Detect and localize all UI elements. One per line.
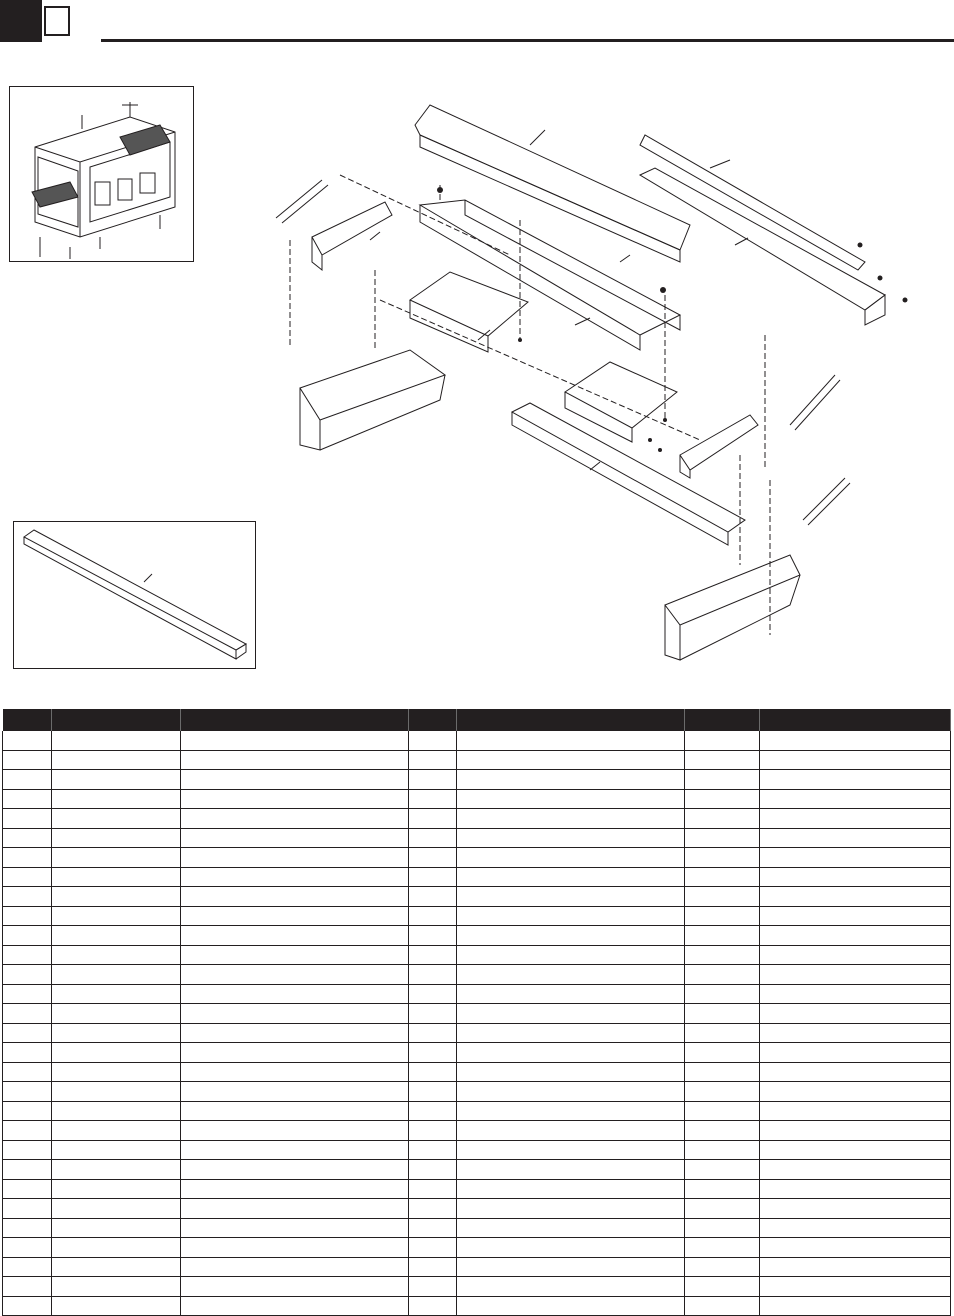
table-cell [181,1296,409,1316]
table-cell [3,1277,52,1297]
table-cell [685,1179,760,1199]
table-cell [409,1277,457,1297]
table-cell [409,906,457,926]
table-cell [52,1238,181,1258]
table-cell [181,848,409,868]
table-cell [685,1101,760,1121]
table-cell [685,926,760,946]
table-cell [457,887,685,907]
table-cell [3,1023,52,1043]
table-row [3,1082,951,1102]
table-cell [685,789,760,809]
table-cell [685,1140,760,1160]
table-cell [760,867,951,887]
table-cell [409,1004,457,1024]
table-cell [457,1062,685,1082]
table-cell [457,1218,685,1238]
table-cell [685,1218,760,1238]
table-cell [52,1140,181,1160]
table-cell [760,945,951,965]
table-row [3,906,951,926]
table-cell [409,887,457,907]
table-cell [181,770,409,790]
header-cell [760,709,951,731]
table-cell [457,1121,685,1141]
table-cell [760,1296,951,1316]
table-cell [685,1062,760,1082]
table-cell [685,887,760,907]
table-cell [181,1082,409,1102]
table-cell [3,1140,52,1160]
table-cell [52,984,181,1004]
table-cell [409,750,457,770]
table-cell [760,1023,951,1043]
table-cell [685,1277,760,1297]
table-cell [181,809,409,829]
table-cell [181,1023,409,1043]
table-cell [409,1257,457,1277]
table-cell [181,926,409,946]
table-cell [760,1004,951,1024]
table-cell [181,1062,409,1082]
table-cell [181,1199,409,1219]
table-cell [760,1082,951,1102]
table-cell [457,1179,685,1199]
table-cell [3,1257,52,1277]
table-cell [685,731,760,750]
table-cell [3,1004,52,1024]
table-cell [409,1121,457,1141]
table-cell [3,1238,52,1258]
table-cell [52,945,181,965]
table-cell [3,848,52,868]
table-row [3,867,951,887]
table-cell [52,1004,181,1024]
table-row [3,887,951,907]
table-cell [457,926,685,946]
table-cell [3,965,52,985]
table-cell [181,867,409,887]
table-cell [760,1179,951,1199]
table-cell [3,887,52,907]
table-row [3,1218,951,1238]
table-cell [685,750,760,770]
table-cell [52,926,181,946]
table-cell [3,789,52,809]
table-row [3,1101,951,1121]
table-cell [409,945,457,965]
table-cell [685,1043,760,1063]
table-cell [685,809,760,829]
table-row [3,848,951,868]
table-cell [52,867,181,887]
table-row [3,809,951,829]
table-row [3,1004,951,1024]
table-cell [760,750,951,770]
table-cell [3,809,52,829]
table-cell [760,887,951,907]
table-cell [760,1101,951,1121]
table-cell [181,1238,409,1258]
table-cell [409,809,457,829]
table-row [3,984,951,1004]
table-cell [457,789,685,809]
table-cell [52,731,181,750]
table-cell [685,848,760,868]
table-cell [52,965,181,985]
table-cell [52,1023,181,1043]
table-cell [3,770,52,790]
table-row [3,1199,951,1219]
table-row [3,1179,951,1199]
table-cell [409,1043,457,1063]
table-cell [685,867,760,887]
table-cell [409,867,457,887]
table-cell [457,1199,685,1219]
table-row [3,731,951,750]
table-row [3,926,951,946]
table-cell [409,1082,457,1102]
table-cell [685,1296,760,1316]
table-cell [3,1043,52,1063]
table-cell [760,789,951,809]
table-cell [685,965,760,985]
table-cell [409,1238,457,1258]
table-cell [3,1160,52,1180]
table-cell [760,906,951,926]
table-row [3,1257,951,1277]
table-cell [52,1296,181,1316]
table-cell [457,809,685,829]
table-cell [457,1140,685,1160]
table-cell [760,984,951,1004]
table-cell [685,1121,760,1141]
table-cell [3,867,52,887]
table-cell [52,1257,181,1277]
table-cell [181,750,409,770]
table-cell [409,789,457,809]
table-cell [181,1004,409,1024]
table-cell [457,1257,685,1277]
table-cell [181,828,409,848]
table-cell [181,984,409,1004]
table-cell [52,1179,181,1199]
table-cell [52,906,181,926]
table-cell [760,1121,951,1141]
table-cell [457,1004,685,1024]
table-cell [685,984,760,1004]
table-cell [52,1121,181,1141]
table-cell [3,828,52,848]
table-cell [181,887,409,907]
table-row [3,750,951,770]
table-cell [685,1160,760,1180]
table-cell [457,1238,685,1258]
table-cell [457,867,685,887]
table-cell [3,926,52,946]
table-cell [760,926,951,946]
table-cell [52,1101,181,1121]
table-cell [760,1062,951,1082]
table-cell [409,848,457,868]
table-cell [52,887,181,907]
table-cell [181,1101,409,1121]
table-cell [181,906,409,926]
table-cell [52,1160,181,1180]
table-cell [457,965,685,985]
table-cell [52,1062,181,1082]
table-cell [181,1121,409,1141]
table-cell [457,984,685,1004]
table-cell [457,1296,685,1316]
table-cell [52,1043,181,1063]
table-cell [3,1296,52,1316]
table-cell [3,1121,52,1141]
table-cell [3,1082,52,1102]
table-cell [181,1043,409,1063]
table-cell [52,1199,181,1219]
table-row [3,1121,951,1141]
table-cell [181,1218,409,1238]
header-cell [181,709,409,731]
table-row [3,770,951,790]
header-cell [409,709,457,731]
table-cell [685,1238,760,1258]
table-cell [52,1218,181,1238]
table-cell [3,1218,52,1238]
table-cell [181,731,409,750]
table-cell [409,926,457,946]
header-cell [457,709,685,731]
table-cell [685,1023,760,1043]
table-cell [760,770,951,790]
table-row [3,1140,951,1160]
table-cell [181,789,409,809]
table-cell [181,1160,409,1180]
table-cell [457,945,685,965]
table-cell [52,1082,181,1102]
table-header-row [3,709,951,731]
table-cell [181,1277,409,1297]
table-cell [457,1277,685,1297]
table-cell [3,1179,52,1199]
table-cell [3,1062,52,1082]
table-cell [3,984,52,1004]
header-cell [685,709,760,731]
table-cell [3,945,52,965]
table-cell [760,1257,951,1277]
table-cell [760,1199,951,1219]
table-cell [760,1160,951,1180]
table-cell [409,965,457,985]
table-cell [3,731,52,750]
table-cell [685,906,760,926]
table-row [3,828,951,848]
table-cell [760,1218,951,1238]
table-cell [457,1043,685,1063]
table-cell [52,770,181,790]
table-cell [52,789,181,809]
table-cell [457,770,685,790]
table-row [3,1160,951,1180]
table-cell [409,984,457,1004]
table-row [3,1062,951,1082]
table-cell [760,1140,951,1160]
alternate-cover-inset [13,521,256,669]
table-cell [685,1257,760,1277]
table-row [3,1023,951,1043]
table-cell [409,770,457,790]
table-cell [409,1140,457,1160]
table-cell [409,1179,457,1199]
table-row [3,965,951,985]
table-cell [181,1257,409,1277]
table-cell [3,750,52,770]
table-cell [457,1160,685,1180]
table-cell [52,750,181,770]
table-row [3,945,951,965]
table-cell [685,1199,760,1219]
table-cell [760,1043,951,1063]
table-cell [3,1101,52,1121]
table-row [3,1277,951,1297]
table-cell [52,809,181,829]
table-cell [181,1179,409,1199]
table-cell [760,1238,951,1258]
table-cell [685,1004,760,1024]
table-cell [52,848,181,868]
table-cell [760,828,951,848]
table-cell [760,965,951,985]
table-cell [181,1140,409,1160]
parts-list-table [2,709,951,1316]
table-row [3,1043,951,1063]
table-cell [409,1218,457,1238]
table-cell [457,906,685,926]
header-cell [3,709,52,731]
table-cell [409,1199,457,1219]
table-cell [181,945,409,965]
table-cell [409,1160,457,1180]
table-cell [3,1199,52,1219]
table-cell [181,965,409,985]
table-cell [409,828,457,848]
table-cell [760,848,951,868]
table-cell [457,1023,685,1043]
table-cell [760,1277,951,1297]
table-cell [685,945,760,965]
table-cell [409,1023,457,1043]
table-cell [685,828,760,848]
header-cell [52,709,181,731]
table-cell [685,770,760,790]
table-cell [685,1082,760,1102]
alternate-cover-illustration [14,522,257,670]
table-cell [457,848,685,868]
table-cell [760,809,951,829]
table-row [3,789,951,809]
table-cell [52,1277,181,1297]
table-cell [457,1101,685,1121]
table-row [3,1296,951,1316]
table-cell [409,731,457,750]
table-cell [409,1062,457,1082]
table-cell [457,750,685,770]
table-cell [409,1101,457,1121]
table-cell [457,828,685,848]
table-cell [760,731,951,750]
table-cell [3,906,52,926]
table-cell [409,1296,457,1316]
table-cell [457,731,685,750]
table-cell [52,828,181,848]
table-cell [457,1082,685,1102]
table-row [3,1238,951,1258]
